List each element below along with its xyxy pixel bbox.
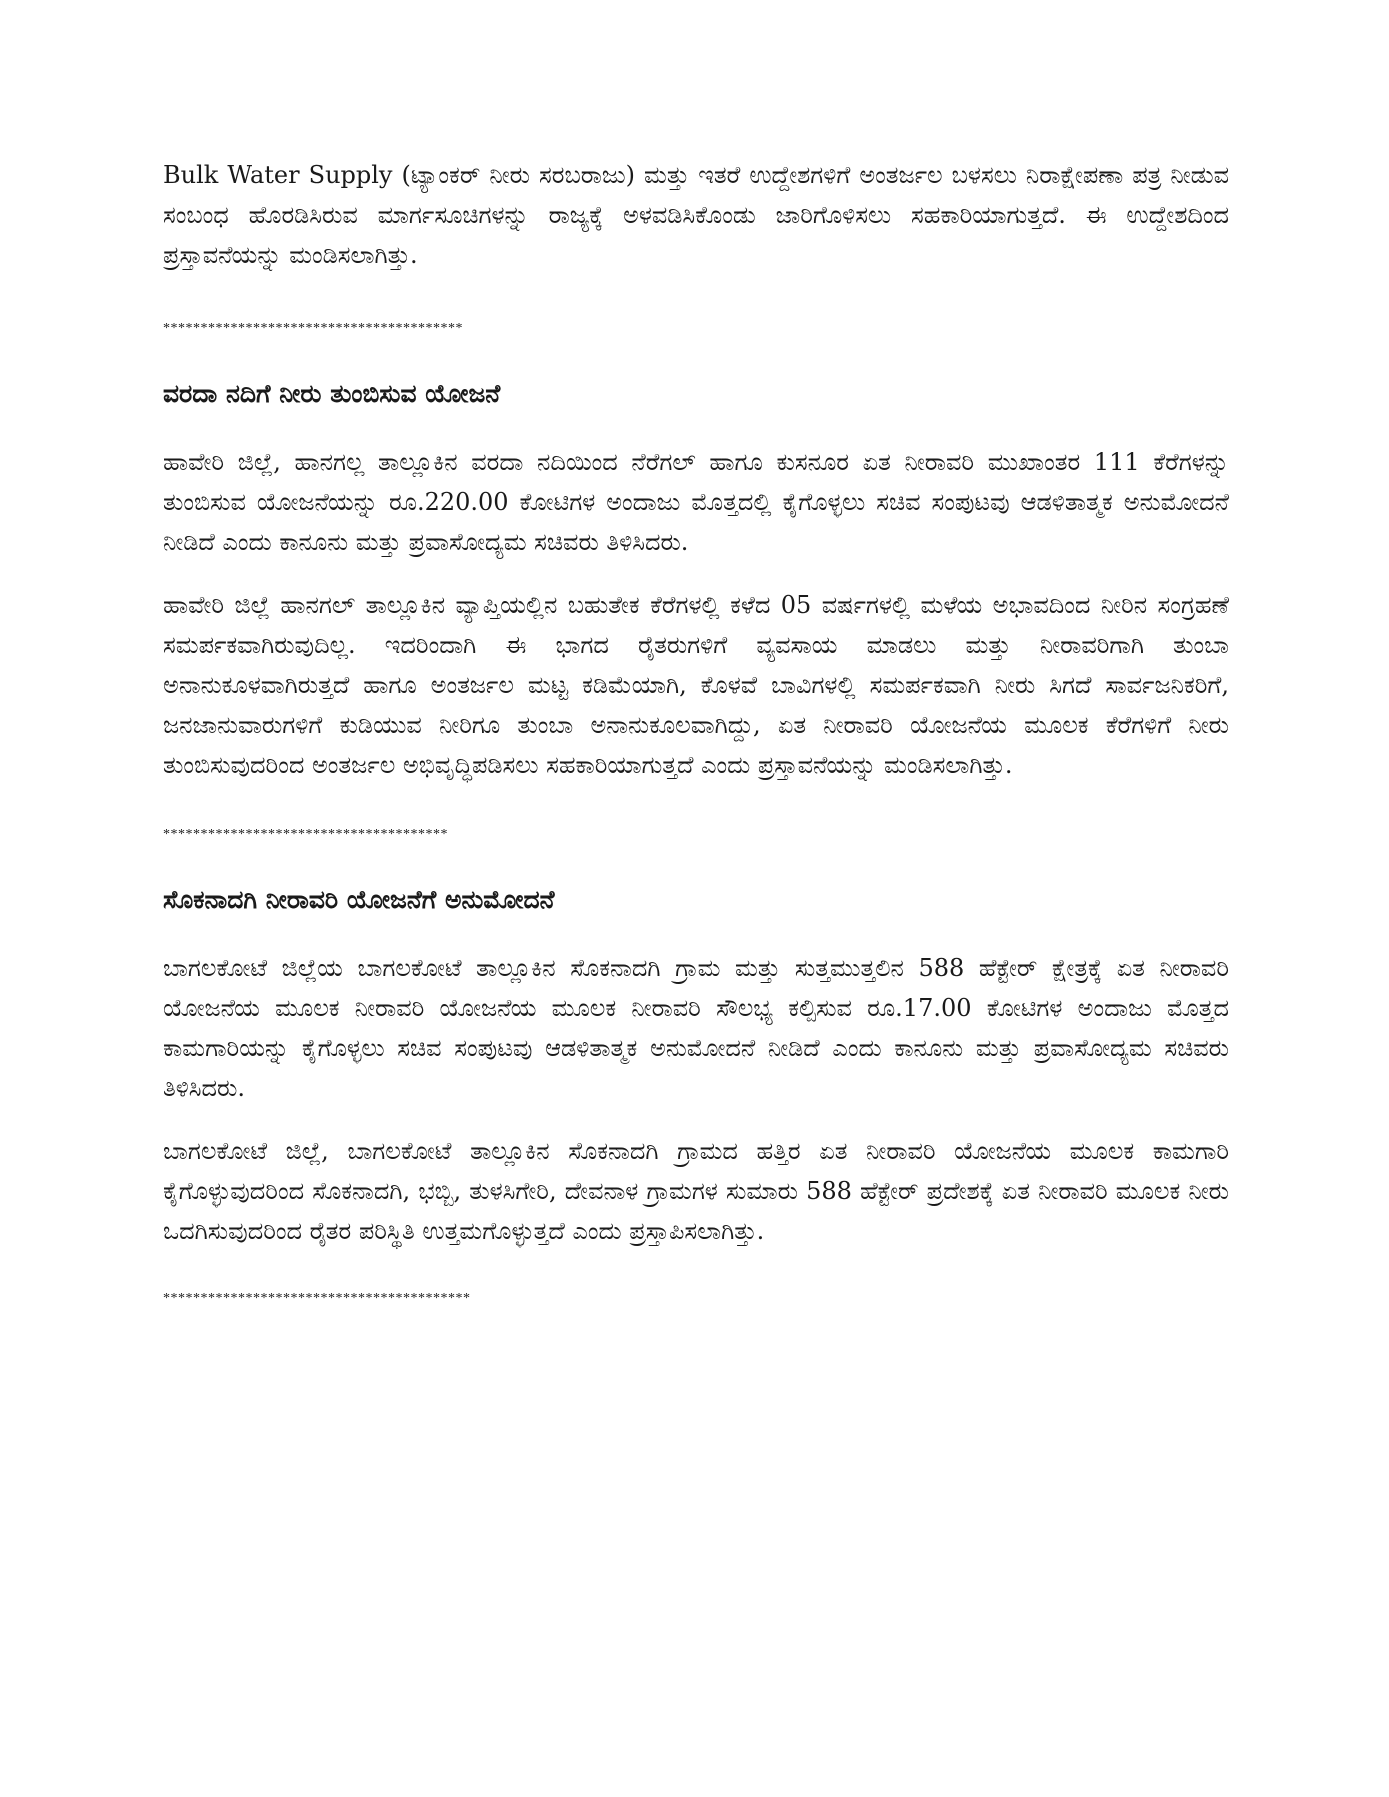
varada-paragraph-2: ಹಾವೇರಿ ಜಿಲ್ಲೆ ಹಾನಗಲ್ ತಾಲ್ಲೂಕಿನ ವ್ಯಾಪ್ತಿಯಲ್ಲಿನ ಬಹುತೇಕ ಕೆರೆಗಳಲ್ಲಿ ಕಳೆದ 05 ವರ್ಷಗಳಲ್ಲಿ ಮಳೆಯ ಅಭಾವದಿಂದ ನೀರಿನ ಸಂಗ್ರಹಣೆ ಸಮರ್ಪಕವಾಗಿರುವುದಿಲ್ಲ. ಇದರಿಂದಾಗಿ ಈ ಭಾಗದ ರೈತರುಗಳಿಗೆ ವ್ಯವಸಾಯ ಮಾಡಲು ಮತ್ತು ನೀರಾವರಿಗಾಗಿ ತುಂಬಾ ಅನಾನುಕೂಳವಾಗಿರುತ್ತದೆ ಹಾಗೂ ಅಂತರ್ಜಲ ಮಟ್ಟ ಕಡಿಮೆಯಾಗಿ, ಕೊಳವೆ ಬಾವಿಗಳಲ್ಲಿ ಸಮರ್ಪಕವಾಗಿ ನೀರು ಸಿಗದೆ ಸಾರ್ವಜನಿಕರಿಗೆ, ಜನಜಾನುವಾರುಗಳಿಗೆ ಕುಡಿಯುವ ನೀರಿಗೂ ತುಂಬಾ ಅನಾನುಕೂಲವಾಗಿದ್ದು, ಏತ ನೀರಾವರಿ ಯೋಜನೆಯ ಮೂಲಕ ಕೆರೆಗಳಿಗೆ ನೀರು ತುಂಬಿಸುವುದರಿಂದ ಅಂತರ್ಜಲ ಅಭಿವೃದ್ಧಿಪಡಿಸಲು ಸಹಕಾರಿಯಾಗುತ್ತದೆ ಎಂದು ಪ್ರಸ್ತಾವನೆಯನ್ನು ಮಂಡಿಸಲಾಗಿತ್ತು. [163, 591, 1229, 779]
section-separator: **************************************** [163, 321, 463, 336]
sokanadagi-paragraph-1: ಬಾಗಲಕೋಟೆ ಜಿಲ್ಲೆಯ ಬಾಗಲಕೋಟೆ ತಾಲ್ಲೂಕಿನ ಸೊಕನಾದಗಿ ಗ್ರಾಮ ಮತ್ತು ಸುತ್ತಮುತ್ತಲಿನ 588 ಹೆಕ್ಟೇರ್ ಕ್ಷೇತ್ರಕ್ಕೆ ಏತ ನೀರಾವರಿ ಯೋಜನೆಯ ಮೂಲಕ ನೀರಾವರಿ ಯೋಜನೆಯ ಮೂಲಕ ನೀರಾವರಿ ಸೌಲಭ್ಯ ಕಲ್ಪಿಸುವ ರೂ.17.00 ಕೋಟಿಗಳ ಅಂದಾಜು ಮೊತ್ತದ ಕಾಮಗಾರಿಯನ್ನು ಕೈಗೊಳ್ಳಲು ಸಚಿವ ಸಂಪುಟವು ಆಡಳಿತಾತ್ಮಕ ಅನುಮೋದನೆ ನೀಡಿದೆ ಎಂದು ಕಾನೂನು ಮತ್ತು ಪ್ರವಾಸೋದ್ಯಮ ಸಚಿವರು ತಿಳಿಸಿದರು. [163, 954, 1229, 1102]
sokanadagi-paragraph-2: ಬಾಗಲಕೋಟೆ ಜಿಲ್ಲೆ, ಬಾಗಲಕೋಟೆ ತಾಲ್ಲೂಕಿನ ಸೊಕನಾದಗಿ ಗ್ರಾಮದ ಹತ್ತಿರ ಏತ ನೀರಾವರಿ ಯೋಜನೆಯ ಮೂಲಕ ಕಾಮಗಾರಿ ಕೈಗೊಳ್ಳುವುದರಿಂದ ಸೊಕನಾದಗಿ, ಭಬ್ಬಿ, ತುಳಸಿಗೇರಿ, ದೇವನಾಳ ಗ್ರಾಮಗಳ ಸುಮಾರು 588 ಹೆಕ್ಟೇರ್ ಪ್ರದೇಶಕ್ಕೆ ಏತ ನೀರಾವರಿ ಮೂಲಕ ನೀರು ಒದಗಿಸುವುದರಿಂದ ರೈತರ ಪರಿಸ್ಥಿತಿ ಉತ್ತಮಗೊಳ್ಳುತ್ತದೆ ಎಂದು ಪ್ರಸ್ತಾಪಿಸಲಾಗಿತ್ತು. [163, 1137, 1229, 1245]
section-separator: ************************************** [163, 827, 448, 842]
section-separator: ***************************************** [163, 1291, 471, 1306]
document-page [163, 155, 1229, 1309]
varada-heading: ವರದಾ ನದಿಗೆ ನೀರು ತುಂಬಿಸುವ ಯೋಜನೆ [163, 379, 501, 408]
sokanadagi-heading: ಸೊಕನಾದಗಿ ನೀರಾವರಿ ಯೋಜನೆಗೆ ಅನುಮೋದನೆ [163, 885, 555, 914]
intro-paragraph: Bulk Water Supply (ಟ್ಯಾಂಕರ್ ನೀರು ಸರಬರಾಜು) ಮತ್ತು ಇತರೆ ಉದ್ದೇಶಗಳಿಗೆ ಅಂತರ್ಜಲ ಬಳಸಲು ನಿರಾಕ್ಷೇಪಣಾ ಪತ್ರ ನೀಡುವ ಸಂಬಂಧ ಹೊರಡಿಸಿರುವ ಮಾರ್ಗಸೂಚಿಗಳನ್ನು ರಾಜ್ಯಕ್ಕೆ ಅಳವಡಿಸಿಕೊಂಡು ಜಾರಿಗೊಳಿಸಲು ಸಹಕಾರಿಯಾಗುತ್ತದೆ. ಈ ಉದ್ದೇಶದಿಂದ ಪ್ರಸ್ತಾವನೆಯನ್ನು ಮಂಡಿಸಲಾಗಿತ್ತು. [163, 161, 1229, 269]
varada-paragraph-1: ಹಾವೇರಿ ಜಿಲ್ಲೆ, ಹಾನಗಲ್ಲ ತಾಲ್ಲೂಕಿನ ವರದಾ ನದಿಯಿಂದ ನೆರೆಗಲ್ ಹಾಗೂ ಕುಸನೂರ ಏತ ನೀರಾವರಿ ಮುಖಾಂತರ 111 ಕೆರೆಗಳನ್ನು ತುಂಬಿಸುವ ಯೋಜನೆಯನ್ನು ರೂ.220.00 ಕೋಟಿಗಳ ಅಂದಾಜು ಮೊತ್ತದಲ್ಲಿ ಕೈಗೊಳ್ಳಲು ಸಚಿವ ಸಂಪುಟವು ಆಡಳಿತಾತ್ಮಕ ಅನುಮೋದನೆ ನೀಡಿದೆ ಎಂದು ಕಾನೂನು ಮತ್ತು ಪ್ರವಾಸೋದ್ಯಮ ಸಚಿವರು ತಿಳಿಸಿದರು. [163, 448, 1229, 556]
